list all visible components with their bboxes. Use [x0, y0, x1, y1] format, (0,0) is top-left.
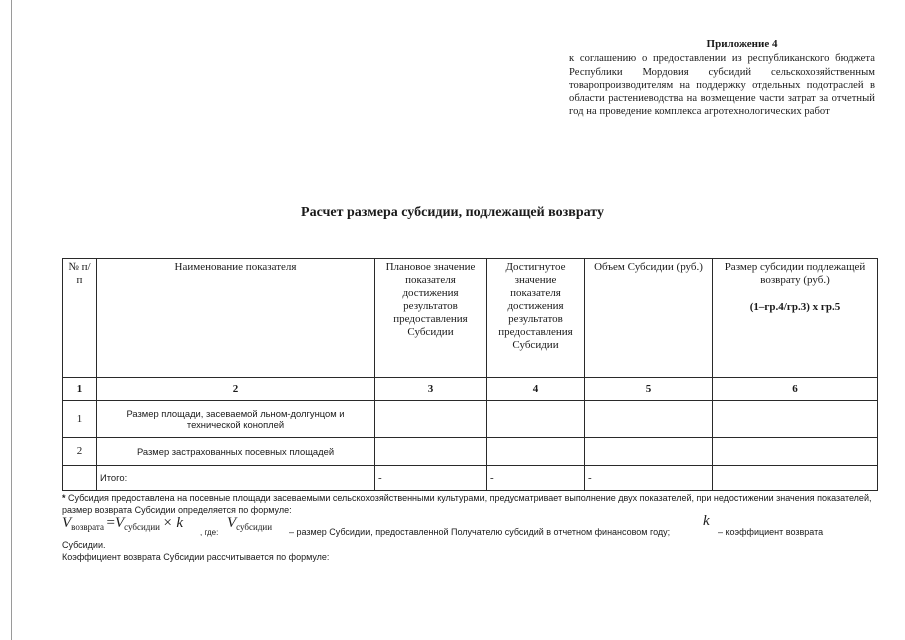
document-title: Расчет размера субсидии, подлежащей возврату [301, 205, 604, 220]
header-number: № п/п [63, 259, 97, 378]
column-number: 2 [97, 378, 375, 401]
subsidy-return-table [62, 258, 878, 491]
appendix-block [569, 38, 875, 119]
column-number: 6 [713, 378, 878, 401]
formula-where: , где: [200, 528, 219, 537]
formula-v-symbol: V [62, 515, 72, 531]
row-cell-empty [585, 401, 713, 438]
row-cell-empty [63, 466, 97, 491]
row-cell-empty [375, 401, 487, 438]
formula-v-symbol-2: V [114, 515, 125, 531]
row-number: 1 [63, 401, 97, 438]
row-cell-empty [713, 401, 878, 438]
header-subsidy-volume: Объем Субсидии (руб.) [585, 259, 713, 378]
formula-line [62, 513, 892, 540]
formula-v-description: – размер Субсидии, предоставленной Получателю субсидий в отчетном финансовом году; [289, 527, 671, 537]
row-cell-empty [487, 401, 585, 438]
footnotes [62, 493, 892, 563]
row-indicator-name: Размер застрахованных посевных площадей [97, 438, 375, 466]
header-indicator-name: Наименование показателя [97, 259, 375, 378]
column-number: 1 [63, 378, 97, 401]
column-number: 5 [585, 378, 713, 401]
footnote-line-3: Субсидии. [62, 540, 106, 550]
row-cell-empty [713, 438, 878, 466]
footnote-star: * [62, 493, 66, 503]
row-number: 2 [63, 438, 97, 466]
formula-equals: = [106, 515, 115, 531]
formula-k-symbol: k [703, 513, 710, 529]
header-achieved-value: Достигнутое значение показателя достижения результатов предоставления Субсидии [487, 259, 585, 378]
appendix-text: к соглашению о предоставлении из республиканского бюджета Республики Мордовия субсидий сельскохозяйственным товаропроизводителям на поддержку отдельных подотраслей в области растениеводства на возмещение части затрат за отчетный год на проведение комплекса агротехнологических работ [569, 53, 875, 118]
header-planned-value: Плановое значение показателя достижения результатов предоставления Субсидии [375, 259, 487, 378]
formula-lhs [62, 515, 184, 534]
formula-k-description: – коэффициент возврата [718, 527, 824, 537]
column-number: 4 [487, 378, 585, 401]
appendix-title: Приложение 4 [706, 38, 778, 50]
formula-sub-subsidy-2: субсидии [236, 522, 273, 532]
footnote-line-4: Коэффициент возврата Субсидии рассчитывается по формуле: [62, 551, 330, 562]
total-achieved: - [487, 466, 585, 491]
formula-v-symbol-3: V [227, 515, 237, 531]
formula-sub-return: возврата [71, 522, 104, 532]
table-row [63, 438, 878, 466]
row-indicator-name: Размер площади, засеваемой льном-долгунцом и технической коноплей [97, 401, 375, 438]
formula-times-k: × k [162, 515, 184, 531]
header-return-formula: (1–гр.4/гр.3) x гр.5 [749, 301, 841, 313]
column-number-row [63, 378, 878, 401]
footnote-text-1: Субсидия предоставлена на посевные площади засеваемыми сельскохозяйственными культурами, предусматривает выполнение двух показателей, при недостижении значения показателей, размер возврата Субсидии определяется по формуле: [62, 493, 872, 515]
formula-sub-subsidy: субсидии [124, 522, 160, 532]
row-cell-empty [487, 438, 585, 466]
footnote-line-1 [62, 493, 892, 516]
total-row [63, 466, 878, 491]
header-row [63, 259, 878, 378]
total-planned: - [375, 466, 487, 491]
formula-v-def [227, 515, 273, 534]
page-edge-line [11, 0, 12, 640]
row-cell-empty [713, 466, 878, 491]
table-row [63, 401, 878, 438]
total-label: Итого: [97, 466, 375, 491]
row-cell-empty [375, 438, 487, 466]
row-cell-empty [585, 438, 713, 466]
header-return-amount [713, 259, 878, 378]
total-volume: - [585, 466, 713, 491]
column-number: 3 [375, 378, 487, 401]
header-return-label: Размер субсидии подлежащей возврату (руб.) [724, 261, 866, 286]
